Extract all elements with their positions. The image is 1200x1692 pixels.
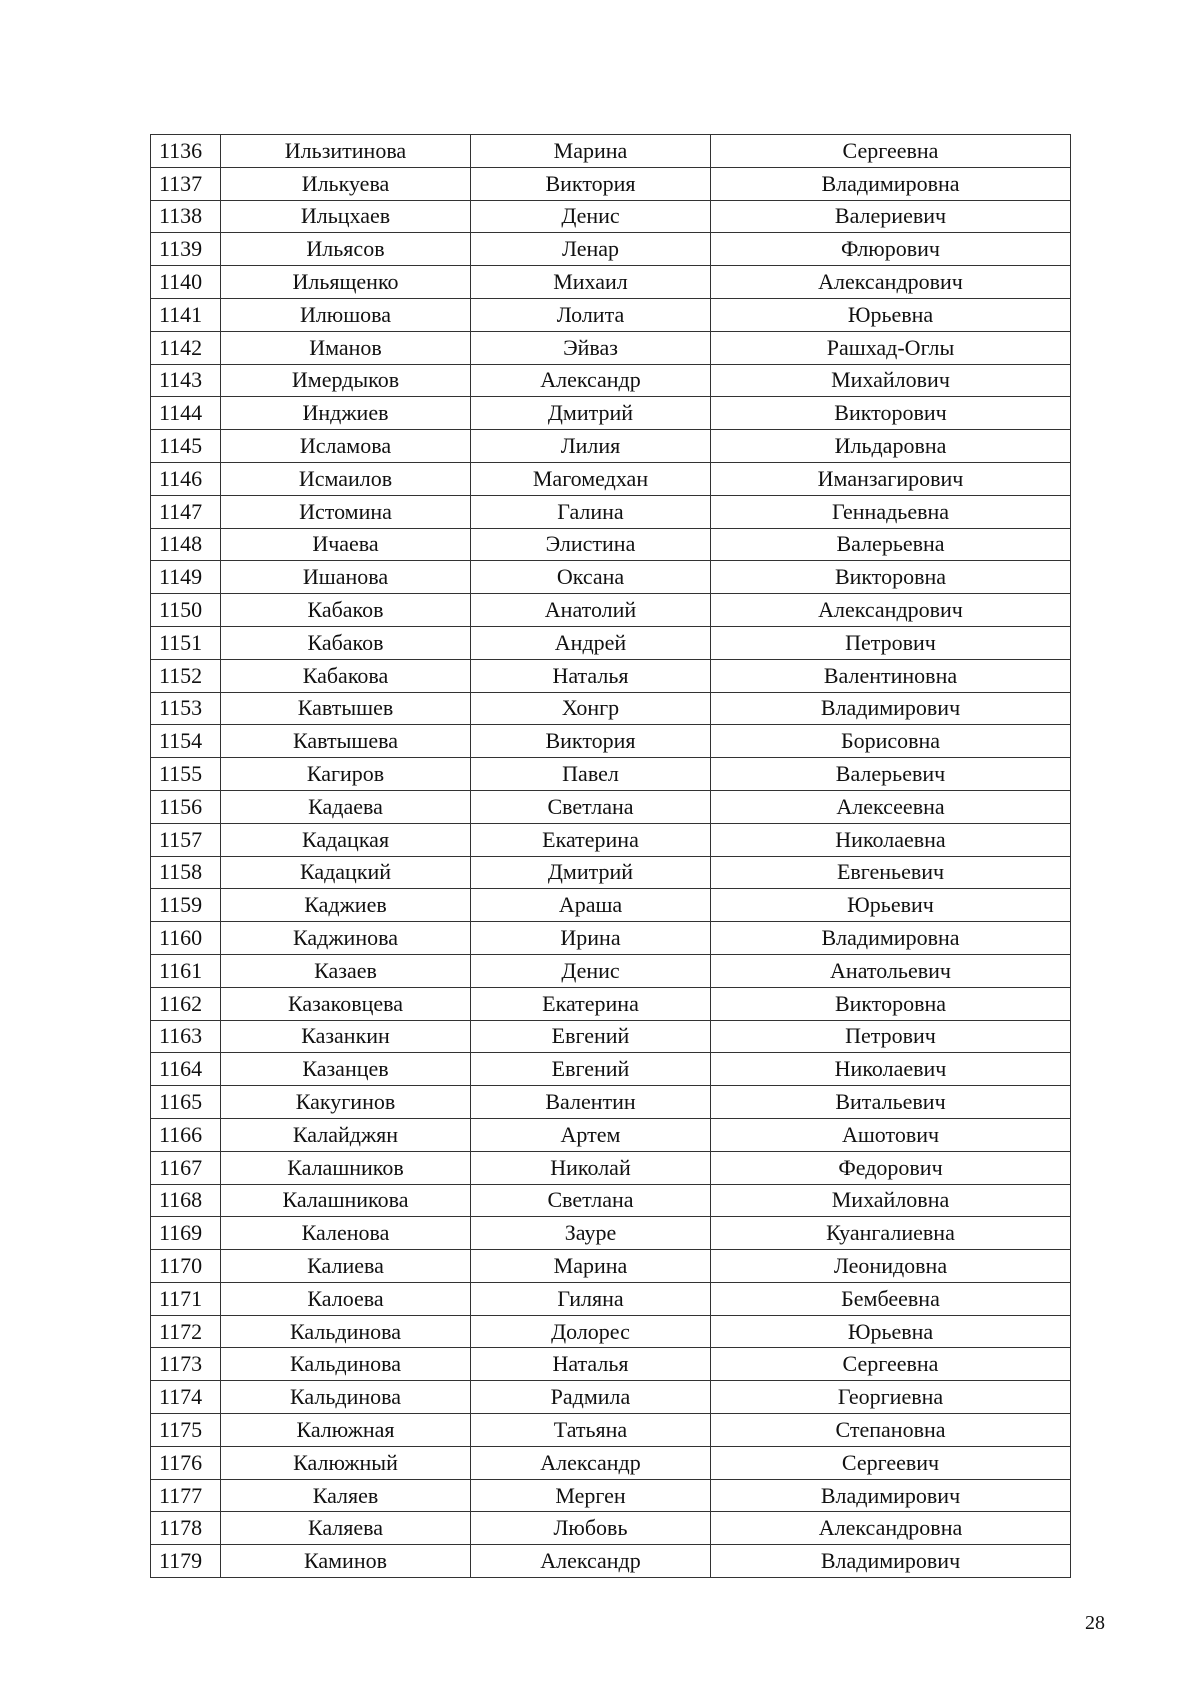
last-name-cell: Кагиров — [221, 758, 471, 791]
table-row — [151, 1545, 1071, 1578]
last-name-cell: Исламова — [221, 430, 471, 463]
last-name-cell: Ильцхаев — [221, 200, 471, 233]
patronymic-cell: Леонидовна — [711, 1250, 1071, 1283]
first-name-cell: Лолита — [471, 298, 711, 331]
row-number-cell: 1172 — [151, 1315, 221, 1348]
patronymic-cell: Александрович — [711, 266, 1071, 299]
patronymic-cell: Георгиевна — [711, 1381, 1071, 1414]
row-number-cell: 1161 — [151, 954, 221, 987]
last-name-cell: Каленова — [221, 1217, 471, 1250]
patronymic-cell: Александровна — [711, 1512, 1071, 1545]
patronymic-cell: Бембеевна — [711, 1282, 1071, 1315]
row-number-cell: 1158 — [151, 856, 221, 889]
table-row — [151, 135, 1071, 168]
row-number-cell: 1151 — [151, 626, 221, 659]
table-row — [151, 266, 1071, 299]
row-number-cell: 1137 — [151, 167, 221, 200]
last-name-cell: Калюжная — [221, 1414, 471, 1447]
last-name-cell: Кальдинова — [221, 1315, 471, 1348]
last-name-cell: Кабаков — [221, 594, 471, 627]
table-row — [151, 1250, 1071, 1283]
last-name-cell: Каджиев — [221, 889, 471, 922]
table-row — [151, 364, 1071, 397]
table-row — [151, 659, 1071, 692]
table-row — [151, 331, 1071, 364]
table-row — [151, 725, 1071, 758]
patronymic-cell: Юрьевич — [711, 889, 1071, 922]
patronymic-cell: Владимирович — [711, 1545, 1071, 1578]
table-row — [151, 1479, 1071, 1512]
first-name-cell: Михаил — [471, 266, 711, 299]
row-number-cell: 1171 — [151, 1282, 221, 1315]
row-number-cell: 1167 — [151, 1151, 221, 1184]
table-row — [151, 1020, 1071, 1053]
table-row — [151, 397, 1071, 430]
table-row — [151, 758, 1071, 791]
last-name-cell: Инджиев — [221, 397, 471, 430]
first-name-cell: Дмитрий — [471, 397, 711, 430]
patronymic-cell: Геннадьевна — [711, 495, 1071, 528]
last-name-cell: Калайджян — [221, 1118, 471, 1151]
first-name-cell: Ленар — [471, 233, 711, 266]
table-row — [151, 922, 1071, 955]
first-name-cell: Марина — [471, 135, 711, 168]
patronymic-cell: Владимирович — [711, 1479, 1071, 1512]
row-number-cell: 1157 — [151, 823, 221, 856]
last-name-cell: Ичаева — [221, 528, 471, 561]
first-name-cell: Павел — [471, 758, 711, 791]
table-row — [151, 856, 1071, 889]
row-number-cell: 1141 — [151, 298, 221, 331]
row-number-cell: 1168 — [151, 1184, 221, 1217]
last-name-cell: Казанкин — [221, 1020, 471, 1053]
row-number-cell: 1156 — [151, 790, 221, 823]
names-table — [150, 134, 1071, 1578]
first-name-cell: Лилия — [471, 430, 711, 463]
patronymic-cell: Валентиновна — [711, 659, 1071, 692]
last-name-cell: Кадацкий — [221, 856, 471, 889]
first-name-cell: Екатерина — [471, 823, 711, 856]
table-row — [151, 200, 1071, 233]
last-name-cell: Ишанова — [221, 561, 471, 594]
patronymic-cell: Ашотович — [711, 1118, 1071, 1151]
first-name-cell: Виктория — [471, 725, 711, 758]
first-name-cell: Дмитрий — [471, 856, 711, 889]
last-name-cell: Калоева — [221, 1282, 471, 1315]
page-number: 28 — [1085, 1612, 1105, 1634]
last-name-cell: Ильзитинова — [221, 135, 471, 168]
row-number-cell: 1159 — [151, 889, 221, 922]
first-name-cell: Евгений — [471, 1053, 711, 1086]
last-name-cell: Каминов — [221, 1545, 471, 1578]
table-row — [151, 1053, 1071, 1086]
row-number-cell: 1144 — [151, 397, 221, 430]
row-number-cell: 1140 — [151, 266, 221, 299]
row-number-cell: 1177 — [151, 1479, 221, 1512]
patronymic-cell: Ильдаровна — [711, 430, 1071, 463]
table-row — [151, 298, 1071, 331]
last-name-cell: Ильясов — [221, 233, 471, 266]
row-number-cell: 1165 — [151, 1086, 221, 1119]
row-number-cell: 1164 — [151, 1053, 221, 1086]
patronymic-cell: Юрьевна — [711, 1315, 1071, 1348]
row-number-cell: 1148 — [151, 528, 221, 561]
table-row — [151, 954, 1071, 987]
row-number-cell: 1170 — [151, 1250, 221, 1283]
last-name-cell: Исмаилов — [221, 462, 471, 495]
first-name-cell: Александр — [471, 1545, 711, 1578]
last-name-cell: Калашникова — [221, 1184, 471, 1217]
patronymic-cell: Иманзагирович — [711, 462, 1071, 495]
first-name-cell: Александр — [471, 1446, 711, 1479]
row-number-cell: 1169 — [151, 1217, 221, 1250]
table-row — [151, 1151, 1071, 1184]
last-name-cell: Илюшова — [221, 298, 471, 331]
first-name-cell: Зауре — [471, 1217, 711, 1250]
patronymic-cell: Степановна — [711, 1414, 1071, 1447]
patronymic-cell: Петрович — [711, 1020, 1071, 1053]
table-row — [151, 1348, 1071, 1381]
first-name-cell: Светлана — [471, 790, 711, 823]
row-number-cell: 1143 — [151, 364, 221, 397]
row-number-cell: 1153 — [151, 692, 221, 725]
first-name-cell: Оксана — [471, 561, 711, 594]
table-row — [151, 823, 1071, 856]
patronymic-cell: Анатольевич — [711, 954, 1071, 987]
first-name-cell: Элистина — [471, 528, 711, 561]
last-name-cell: Кальдинова — [221, 1348, 471, 1381]
first-name-cell: Евгений — [471, 1020, 711, 1053]
row-number-cell: 1166 — [151, 1118, 221, 1151]
patronymic-cell: Михайловна — [711, 1184, 1071, 1217]
patronymic-cell: Владимировна — [711, 922, 1071, 955]
patronymic-cell: Николаевна — [711, 823, 1071, 856]
first-name-cell: Долорес — [471, 1315, 711, 1348]
patronymic-cell: Евгеньевич — [711, 856, 1071, 889]
patronymic-cell: Борисовна — [711, 725, 1071, 758]
patronymic-cell: Викторовна — [711, 561, 1071, 594]
row-number-cell: 1149 — [151, 561, 221, 594]
first-name-cell: Татьяна — [471, 1414, 711, 1447]
table-row — [151, 889, 1071, 922]
row-number-cell: 1155 — [151, 758, 221, 791]
last-name-cell: Казанцев — [221, 1053, 471, 1086]
last-name-cell: Кальдинова — [221, 1381, 471, 1414]
row-number-cell: 1179 — [151, 1545, 221, 1578]
table-row — [151, 1184, 1071, 1217]
patronymic-cell: Александрович — [711, 594, 1071, 627]
patronymic-cell: Федорович — [711, 1151, 1071, 1184]
last-name-cell: Кадаева — [221, 790, 471, 823]
table-row — [151, 692, 1071, 725]
patronymic-cell: Витальевич — [711, 1086, 1071, 1119]
row-number-cell: 1136 — [151, 135, 221, 168]
row-number-cell: 1163 — [151, 1020, 221, 1053]
table-row — [151, 167, 1071, 200]
last-name-cell: Кадацкая — [221, 823, 471, 856]
table-row — [151, 1446, 1071, 1479]
row-number-cell: 1138 — [151, 200, 221, 233]
row-number-cell: 1173 — [151, 1348, 221, 1381]
patronymic-cell: Валериевич — [711, 200, 1071, 233]
last-name-cell: Илькуева — [221, 167, 471, 200]
first-name-cell: Магомедхан — [471, 462, 711, 495]
row-number-cell: 1178 — [151, 1512, 221, 1545]
row-number-cell: 1142 — [151, 331, 221, 364]
first-name-cell: Светлана — [471, 1184, 711, 1217]
last-name-cell: Калюжный — [221, 1446, 471, 1479]
table-row — [151, 1217, 1071, 1250]
patronymic-cell: Сергеевич — [711, 1446, 1071, 1479]
last-name-cell: Кабакова — [221, 659, 471, 692]
last-name-cell: Каляев — [221, 1479, 471, 1512]
patronymic-cell: Михайлович — [711, 364, 1071, 397]
last-name-cell: Казаев — [221, 954, 471, 987]
table-row — [151, 1414, 1071, 1447]
table-row — [151, 561, 1071, 594]
last-name-cell: Калиева — [221, 1250, 471, 1283]
patronymic-cell: Флюрович — [711, 233, 1071, 266]
table-row — [151, 1512, 1071, 1545]
table-row — [151, 1118, 1071, 1151]
table-row — [151, 790, 1071, 823]
patronymic-cell: Владимирович — [711, 692, 1071, 725]
table-row — [151, 462, 1071, 495]
patronymic-cell: Валерьевна — [711, 528, 1071, 561]
first-name-cell: Наталья — [471, 659, 711, 692]
patronymic-cell: Викторовна — [711, 987, 1071, 1020]
last-name-cell: Кабаков — [221, 626, 471, 659]
first-name-cell: Николай — [471, 1151, 711, 1184]
table-row — [151, 495, 1071, 528]
last-name-cell: Иманов — [221, 331, 471, 364]
first-name-cell: Эйваз — [471, 331, 711, 364]
first-name-cell: Радмила — [471, 1381, 711, 1414]
row-number-cell: 1145 — [151, 430, 221, 463]
row-number-cell: 1160 — [151, 922, 221, 955]
row-number-cell: 1146 — [151, 462, 221, 495]
patronymic-cell: Владимировна — [711, 167, 1071, 200]
first-name-cell: Наталья — [471, 1348, 711, 1381]
table-row — [151, 528, 1071, 561]
first-name-cell: Валентин — [471, 1086, 711, 1119]
last-name-cell: Каляева — [221, 1512, 471, 1545]
last-name-cell: Калашников — [221, 1151, 471, 1184]
patronymic-cell: Куангалиевна — [711, 1217, 1071, 1250]
table-row — [151, 626, 1071, 659]
table-row — [151, 594, 1071, 627]
first-name-cell: Ирина — [471, 922, 711, 955]
patronymic-cell: Юрьевна — [711, 298, 1071, 331]
table-row — [151, 987, 1071, 1020]
last-name-cell: Имердыков — [221, 364, 471, 397]
patronymic-cell: Рашхад-Оглы — [711, 331, 1071, 364]
first-name-cell: Анатолий — [471, 594, 711, 627]
first-name-cell: Араша — [471, 889, 711, 922]
table-row — [151, 1381, 1071, 1414]
row-number-cell: 1152 — [151, 659, 221, 692]
first-name-cell: Гиляна — [471, 1282, 711, 1315]
row-number-cell: 1174 — [151, 1381, 221, 1414]
last-name-cell: Казаковцева — [221, 987, 471, 1020]
row-number-cell: 1162 — [151, 987, 221, 1020]
row-number-cell: 1175 — [151, 1414, 221, 1447]
first-name-cell: Александр — [471, 364, 711, 397]
patronymic-cell: Николаевич — [711, 1053, 1071, 1086]
first-name-cell: Хонгр — [471, 692, 711, 725]
table-row — [151, 1086, 1071, 1119]
last-name-cell: Кавтышев — [221, 692, 471, 725]
first-name-cell: Артем — [471, 1118, 711, 1151]
last-name-cell: Истомина — [221, 495, 471, 528]
row-number-cell: 1176 — [151, 1446, 221, 1479]
first-name-cell: Виктория — [471, 167, 711, 200]
first-name-cell: Марина — [471, 1250, 711, 1283]
patronymic-cell: Викторович — [711, 397, 1071, 430]
first-name-cell: Любовь — [471, 1512, 711, 1545]
last-name-cell: Ильященко — [221, 266, 471, 299]
row-number-cell: 1150 — [151, 594, 221, 627]
row-number-cell: 1154 — [151, 725, 221, 758]
patronymic-cell: Сергеевна — [711, 135, 1071, 168]
table-row — [151, 233, 1071, 266]
first-name-cell: Мерген — [471, 1479, 711, 1512]
patronymic-cell: Алексеевна — [711, 790, 1071, 823]
table-row — [151, 430, 1071, 463]
patronymic-cell: Петрович — [711, 626, 1071, 659]
last-name-cell: Кавтышева — [221, 725, 471, 758]
patronymic-cell: Валерьевич — [711, 758, 1071, 791]
last-name-cell: Каджинова — [221, 922, 471, 955]
row-number-cell: 1147 — [151, 495, 221, 528]
first-name-cell: Галина — [471, 495, 711, 528]
row-number-cell: 1139 — [151, 233, 221, 266]
patronymic-cell: Сергеевна — [711, 1348, 1071, 1381]
table-row — [151, 1315, 1071, 1348]
first-name-cell: Екатерина — [471, 987, 711, 1020]
first-name-cell: Андрей — [471, 626, 711, 659]
last-name-cell: Какугинов — [221, 1086, 471, 1119]
first-name-cell: Денис — [471, 954, 711, 987]
names-table-body — [151, 135, 1071, 1578]
table-row — [151, 1282, 1071, 1315]
first-name-cell: Денис — [471, 200, 711, 233]
